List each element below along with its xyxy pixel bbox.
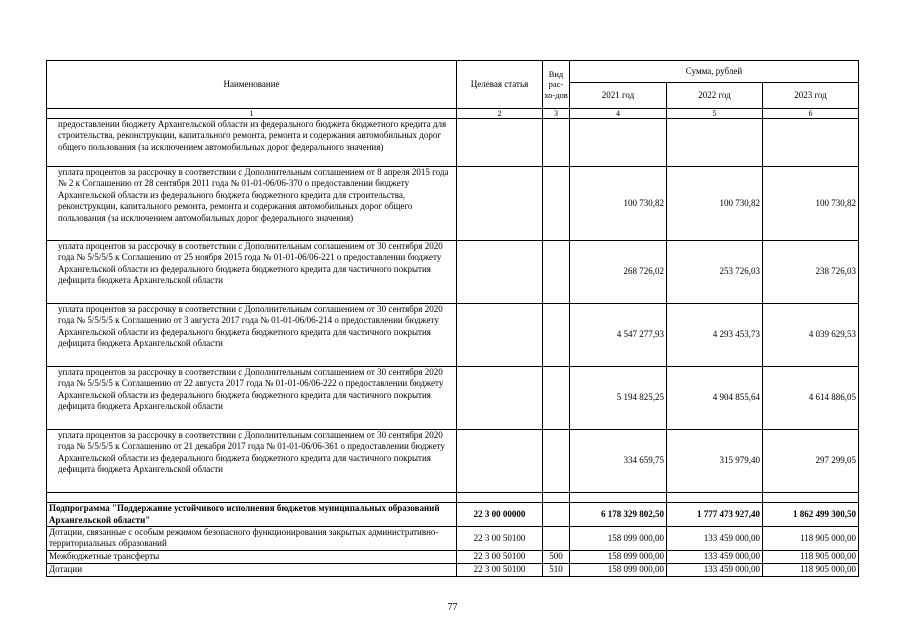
row-value-2022: 4 904 855,64 xyxy=(667,367,763,430)
table-row xyxy=(47,527,859,551)
row-value-2022: 133 459 000,00 xyxy=(667,527,763,551)
page-number: 77 xyxy=(447,602,458,613)
header-kind: Вид рас-хо-дов xyxy=(543,61,570,109)
col-number-2: 2 xyxy=(457,109,543,119)
row-value-2021: 5 194 825,25 xyxy=(570,367,667,430)
row-code xyxy=(457,304,543,367)
header-2022: 2022 год xyxy=(667,83,763,109)
subprogram-value-2021: 6 178 329 802,50 xyxy=(570,503,667,527)
row-value-2021: 158 099 000,00 xyxy=(570,563,667,576)
col-number-3: 3 xyxy=(543,109,570,119)
row-code xyxy=(457,241,543,304)
row-value-2022 xyxy=(667,119,763,167)
header-2023: 2023 год xyxy=(763,83,859,109)
row-name: уплата процентов за рассрочку в соответствии с Дополнительным соглашением от 30 сентября 2020 года № 5/5/5/5 к Соглашению от 21 декабря 2017 года № 01-01-06/06-361 о предоставлении бюджету Архангельской области из федерального бюджета бюджетного кредита для частичного покрытия дефицита бюджета Архангельской области xyxy=(47,430,457,493)
row-kind: 510 xyxy=(543,563,570,576)
col-number-5: 5 xyxy=(667,109,763,119)
row-value-2022: 315 979,40 xyxy=(667,430,763,493)
table-row xyxy=(47,304,859,367)
row-name: уплата процентов за рассрочку в соответствии с Дополнительным соглашением от 30 сентября 2020 года № 5/5/5/5 к Соглашению от 22 августа 2017 года № 01-01-06/06-222 о предоставлении бюджету Архангельской области из федерального бюджета бюджетного кредита для частичного покрытия дефицита бюджета Архангельской области xyxy=(47,367,457,430)
row-value-2023: 100 730,82 xyxy=(763,167,859,241)
row-value-2023: 118 905 000,00 xyxy=(763,563,859,576)
row-name: уплата процентов за рассрочку в соответствии с Дополнительным соглашением от 8 апреля 2015 года № 2 к Соглашению от 28 сентября 2011 года № 01-01-06/06-370 о предоставлении бюджету Архангельской области из федерального бюджета бюджетного кредита для строительства, реконструкции, капитального ремонта, ремонта и содержания автомобильных дорог общего пользования (за исключением автомобильных дорог федерального значения) xyxy=(47,167,457,241)
row-code xyxy=(457,367,543,430)
budget-table xyxy=(46,60,859,577)
header-2021: 2021 год xyxy=(570,83,667,109)
table-row xyxy=(47,167,859,241)
table-row xyxy=(47,367,859,430)
row-kind xyxy=(543,241,570,304)
row-value-2023: 297 299,05 xyxy=(763,430,859,493)
row-code xyxy=(457,119,543,167)
row-value-2023: 118 905 000,00 xyxy=(763,527,859,551)
row-kind xyxy=(543,304,570,367)
row-name: Дотации, связанные с особым режимом безопасного функционирования закрытых административно-территориальных образований xyxy=(47,527,457,551)
subprogram-value-2023: 1 862 499 300,50 xyxy=(763,503,859,527)
row-name: уплата процентов за рассрочку в соответствии с Дополнительным соглашением от 30 сентября 2020 года № 5/5/5/5 к Соглашению от 25 ноября 2015 года № 01-01-06/06-221 о предоставлении бюджету Архангельской области из федерального бюджета бюджетного кредита для частичного покрытия дефицита бюджета Архангельской области xyxy=(47,241,457,304)
spacer-row xyxy=(47,493,859,503)
row-value-2021: 100 730,82 xyxy=(570,167,667,241)
row-kind xyxy=(543,430,570,493)
table-row xyxy=(47,119,859,167)
row-code: 22 3 00 50100 xyxy=(457,563,543,576)
row-value-2021: 158 099 000,00 xyxy=(570,527,667,551)
row-code: 22 3 00 50100 xyxy=(457,527,543,551)
row-kind xyxy=(543,119,570,167)
col-number-4: 4 xyxy=(570,109,667,119)
row-name: Межбюджетные трансферты xyxy=(47,550,457,563)
row-kind xyxy=(543,167,570,241)
header-sum: Сумма, рублей xyxy=(570,61,859,83)
row-name: уплата процентов за рассрочку в соответствии с Дополнительным соглашением от 30 сентября 2020 года № 5/5/5/5 к Соглашению от 3 августа 2017 года № 01-01-06/06-214 о предоставлении бюджету Архангельской области из федерального бюджета бюджетного кредита для частичного покрытия дефицита бюджета Архангельской области xyxy=(47,304,457,367)
col-number-6: 6 xyxy=(763,109,859,119)
row-name: Дотации xyxy=(47,563,457,576)
subprogram-name: Подпрограмма "Поддержание устойчивого исполнения бюджетов муниципальных образований Архангельской области" xyxy=(47,503,457,527)
table-row xyxy=(47,430,859,493)
table-row xyxy=(47,563,859,576)
row-name: предоставлении бюджету Архангельской области из федерального бюджета бюджетного кредита для строительства, реконструкции, капитального ремонта, ремонта и содержания автомобильных дорог общего пользования (за исключением автомобильных дорог федерального значения) xyxy=(47,119,457,167)
row-code: 22 3 00 50100 xyxy=(457,550,543,563)
subprogram-value-2022: 1 777 473 927,40 xyxy=(667,503,763,527)
row-value-2021: 268 726,02 xyxy=(570,241,667,304)
row-value-2023: 4 039 629,53 xyxy=(763,304,859,367)
row-value-2023: 4 614 886,05 xyxy=(763,367,859,430)
row-value-2023 xyxy=(763,119,859,167)
row-value-2022: 253 726,03 xyxy=(667,241,763,304)
row-value-2022: 133 459 000,00 xyxy=(667,550,763,563)
row-code xyxy=(457,430,543,493)
row-value-2023: 118 905 000,00 xyxy=(763,550,859,563)
row-kind: 500 xyxy=(543,550,570,563)
subprogram-row xyxy=(47,503,859,527)
row-kind xyxy=(543,367,570,430)
subprogram-kind xyxy=(543,503,570,527)
row-value-2021 xyxy=(570,119,667,167)
row-value-2022: 133 459 000,00 xyxy=(667,563,763,576)
row-value-2023: 238 726,03 xyxy=(763,241,859,304)
row-value-2022: 100 730,82 xyxy=(667,167,763,241)
col-number-1: 1 xyxy=(47,109,457,119)
header-target: Целевая статья xyxy=(457,61,543,109)
row-value-2022: 4 293 453,73 xyxy=(667,304,763,367)
row-code xyxy=(457,167,543,241)
row-value-2021: 4 547 277,93 xyxy=(570,304,667,367)
row-kind xyxy=(543,527,570,551)
table-row xyxy=(47,241,859,304)
header-name: Наименование xyxy=(47,61,457,109)
subprogram-code: 22 3 00 00000 xyxy=(457,503,543,527)
row-value-2021: 334 659,75 xyxy=(570,430,667,493)
table-row xyxy=(47,550,859,563)
row-value-2021: 158 099 000,00 xyxy=(570,550,667,563)
